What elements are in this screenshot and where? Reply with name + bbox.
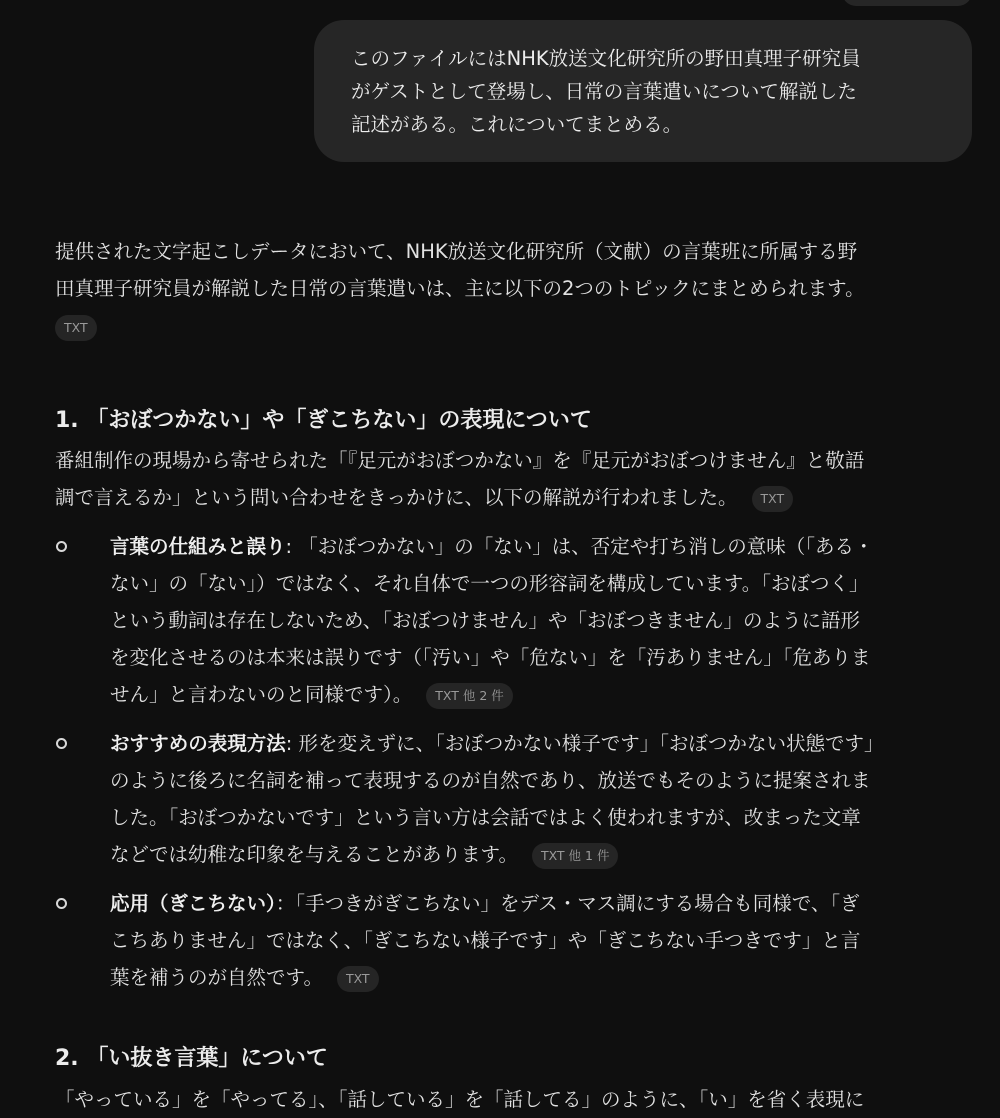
user-message-text [351, 42, 952, 141]
source-citation-chip[interactable]: TXT 他 1 件 [532, 843, 619, 869]
section-intro-line [55, 479, 980, 516]
section-intro [55, 442, 980, 516]
source-citation-chip[interactable]: TXT [752, 486, 794, 512]
list-item [55, 725, 980, 873]
bullet-line [110, 836, 980, 873]
source-citation-chip[interactable]: TXT [55, 315, 97, 341]
bullet-separator: : [285, 732, 299, 755]
bullet-text: せん」と言わないのと同様です）。 [110, 683, 413, 706]
bullet-text: などでは幼稚な印象を与えることがあります。 [110, 843, 518, 866]
bullet-line: した。「おぼつかないです」という言い方は会話ではよく使われますが、改まった文章 [110, 806, 861, 829]
response-intro-line: 田真理子研究員が解説した日常の言葉遣いは、主に以下の2つのトピックにまとめられます。 [55, 277, 865, 300]
bullet-separator: : [285, 535, 299, 558]
bullet-line [110, 725, 980, 762]
user-message-line: このファイルにはNHK放送文化研究所の野田真理子研究員 [351, 47, 861, 70]
user-message-bubble [314, 20, 972, 162]
hollow-circle-bullet-icon [56, 898, 67, 909]
previous-message-bubble-edge [842, 0, 972, 6]
bullet-text: 葉を補うのが自然です。 [110, 966, 323, 989]
user-message-line: 記述がある。これについてまとめる。 [351, 113, 683, 136]
bullet-line [110, 885, 980, 922]
hollow-circle-bullet-icon [56, 738, 67, 749]
bullet-term: おすすめの表現方法 [110, 732, 286, 755]
bullet-separator: ： [275, 892, 296, 915]
section-intro-line: 「やっている」を「やってる」、「話している」を「話してる」のように、「い」を省く表現に [55, 1088, 865, 1111]
bullet-list [55, 528, 980, 996]
source-citation-chip[interactable]: TXT [337, 966, 379, 992]
section-intro-line: 番組制作の現場から寄せられた「『足元がおぼつかない』を『足元がおぼつけません』と敬語 [55, 449, 865, 472]
bullet-line [110, 959, 980, 996]
section-intro [55, 1081, 980, 1118]
section-heading: 2. 「い抜き言葉」について [55, 1046, 328, 1071]
hollow-circle-bullet-icon [56, 541, 67, 552]
bullet-term: 応用（ぎこちない） [110, 892, 276, 915]
bullet-line: ない」の「ない」）ではなく、それ自体で一つの形容詞を構成しています。「おぼつく」 [110, 572, 869, 595]
assistant-response [55, 233, 980, 1118]
bullet-line: こちありません」ではなく、「ぎこちない様子です」や「ぎこちない手つきです」と言 [110, 929, 861, 952]
bullet-line: という動詞は存在しないため、「おぼつけません」や「おぼつきません」のように語形 [110, 609, 860, 632]
bullet-text: 「手つきがぎこちない」をデス・マス調にする場合も同様で、「ぎ [295, 892, 860, 915]
source-citation-chip[interactable]: TXT 他 2 件 [426, 683, 513, 709]
user-message-line: がゲストとして登場し、日常の言葉遣いについて解説した [351, 80, 857, 103]
section-intro-text: 調で言えるか」という問い合わせをきっかけに、以下の解説が行われました。 [55, 486, 738, 509]
bullet-line [110, 528, 980, 565]
response-intro [55, 233, 980, 344]
bullet-term: 言葉の仕組みと誤り [110, 535, 286, 558]
list-item [55, 528, 980, 713]
bullet-line: を変化させるのは本来は誤りです（「汚い」や「危ない」を「汚ありません」「危ありま [110, 646, 871, 669]
bullet-text: 形を変えずに、「おぼつかない様子です」「おぼつかない状態です」 [298, 732, 884, 755]
bullet-text: 「おぼつかない」の「ない」は、否定や打ち消しの意味（「ある・ [298, 535, 874, 558]
section-heading: 1. 「おぼつかない」や「ぎこちない」の表現について [55, 408, 592, 433]
bullet-line: のように後ろに名詞を補って表現するのが自然であり、放送でもそのように提案されま [110, 769, 871, 792]
list-item [55, 885, 980, 996]
bullet-line [110, 676, 980, 713]
response-intro-line: 提供された文字起こしデータにおいて、NHK放送文化研究所（文献）の言葉班に所属する野 [55, 240, 858, 263]
